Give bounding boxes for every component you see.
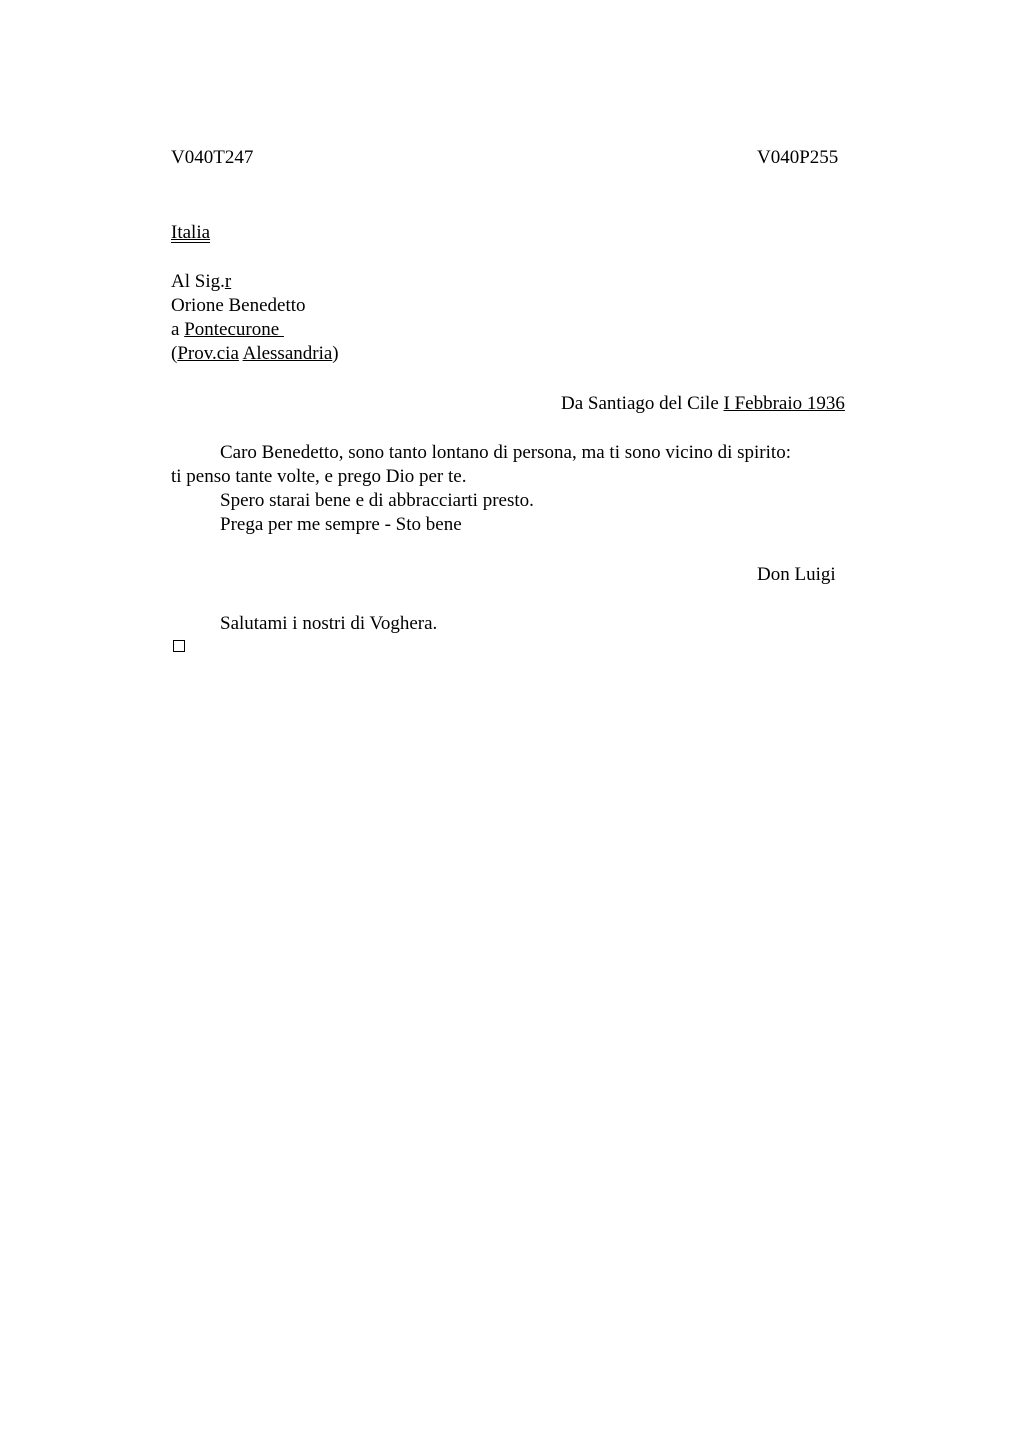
postscript: Salutami i nostri di Voghera. [220, 613, 438, 634]
body-paragraph-3: Prega per me sempre - Sto bene [220, 514, 462, 535]
dateline [561, 392, 845, 416]
address-town-line [171, 318, 284, 342]
address-town-prefix: a [171, 319, 185, 340]
dateline-date: I Febbraio 1936 [723, 393, 845, 414]
address-province-open: ( [171, 343, 178, 364]
address-province-label: Prov.cia [177, 343, 239, 364]
body-paragraph-2: Spero starai bene e di abbracciarti presto. [220, 490, 534, 511]
address-province-line [171, 342, 339, 366]
address-recipient-title [171, 270, 231, 294]
body-paragraph-1-line-1: Caro Benedetto, sono tanto lontano di persona, ma ti sono vicino di spirito: [220, 442, 791, 463]
address-title-suffix: r [224, 271, 232, 292]
address-title-prefix: Al Sig. [171, 271, 225, 292]
address-town: Pontecurone [184, 319, 284, 340]
dateline-place: Da Santiago del Cile [561, 393, 724, 414]
body-paragraph-1-line-2: ti penso tante volte, e prego Dio per te. [171, 466, 467, 487]
document-code-right: V040P255 [757, 147, 839, 168]
document-code-left: V040T247 [171, 147, 254, 168]
signature: Don Luigi [757, 564, 836, 585]
address-country: Italia [171, 222, 211, 243]
square-box-icon [173, 640, 185, 652]
address-recipient-name: Orione Benedetto [171, 295, 306, 316]
address-province-close: ) [332, 343, 339, 364]
address-province-city: Alessandria [242, 343, 333, 364]
